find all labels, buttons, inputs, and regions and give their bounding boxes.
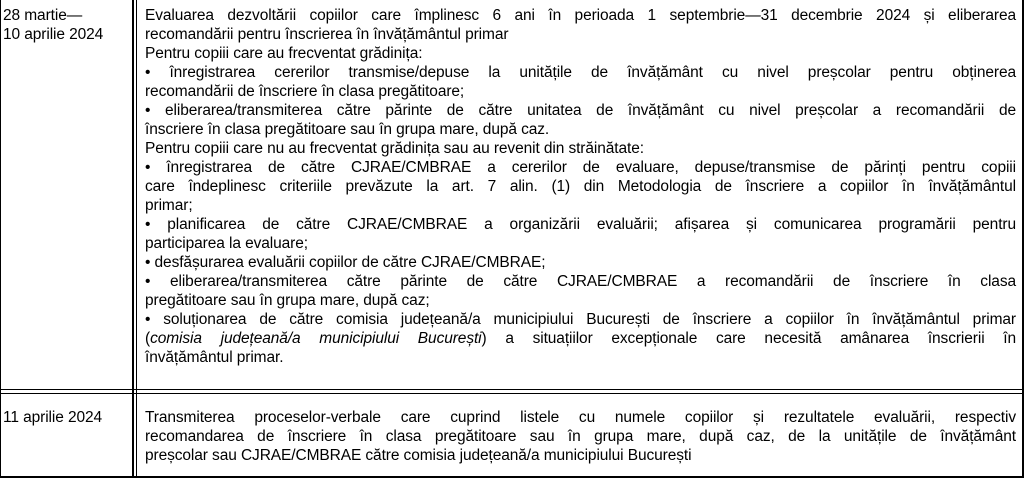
list-item: • înregistrarea de către CJRAE/CMBRAE a cererilor de evaluare, depuse/transmise de părinți pentru copiii xyxy=(145,159,1016,176)
text-line: Transmiterea proceselor-verbale care cuprind listele cu numele copiilor și rezultatele evaluării, respectiv xyxy=(145,409,1016,426)
column-divider xyxy=(132,0,134,478)
list-item: • desfășurarea evaluării copiilor de către CJRAE/CMBRAE; xyxy=(145,254,546,271)
list-item: • planificarea de către CJRAE/CMBRAE a organizării evaluării; afișarea și comunicarea programării pentru xyxy=(145,216,1016,233)
list-item-cont: învățământul primar. xyxy=(145,349,284,366)
table-row-2-description xyxy=(145,408,1016,465)
list-item-cont: primar; xyxy=(145,197,193,214)
list-item: • eliberarea/transmiterea către părinte de către CJRAE/CMBRAE a recomandării de înscriere în clasa xyxy=(145,273,1016,290)
list-item-cont: recomandării de înscriere în clasa pregătitoare; xyxy=(145,83,465,100)
list-item-cont: înscriere în clasa pregătitoare sau în grupa mare, după caz. xyxy=(145,121,550,138)
list-item: • eliberarea/transmiterea către părinte de către unitatea de învățământ cu nivel preșcolar a recomandării de xyxy=(145,102,1016,119)
list-item-cont: participarea la evaluare; xyxy=(145,235,308,252)
row-divider xyxy=(0,389,1024,390)
text-line: preșcolar sau CJRAE/CMBRAE către comisia județeană/a municipiului București xyxy=(145,447,692,464)
date-line: 28 martie— xyxy=(3,7,83,24)
row-divider-inner xyxy=(0,393,1024,394)
list-item-cont: care îndeplinesc criteriile prevăzute la art. 7 alin. (1) din Metodologia de înscriere a copiilor în învățământul xyxy=(145,178,1016,195)
section-heading: Pentru copiii care nu au frecventat grădinița sau au revenit din străinătate: xyxy=(145,140,644,157)
date-line: 11 aprilie 2024 xyxy=(3,409,103,426)
text-rest: ) a situațiilor excepționale care necesită amânarea înscrierii în xyxy=(481,330,1016,347)
open-paren: ( xyxy=(145,330,151,347)
section-heading: Pentru copiii care au frecventat grădinița: xyxy=(145,45,423,62)
list-item: • înregistrarea cererilor transmise/depuse la unitățile de învățământ cu nivel preșcolar pentru obținerea xyxy=(145,64,1016,81)
column-divider-inner xyxy=(136,0,137,478)
list-item: • soluționarea de către comisia județeană/a municipiului București de înscriere a copiilor în învățământul primar xyxy=(145,311,1016,328)
list-item-cont: pregătitoare sau în grupa mare, după caz; xyxy=(145,292,430,309)
text-line: recomandarea de înscriere în clasa pregătitoare sau în grupa mare, după caz, de la unitățile de învățământ xyxy=(145,428,1016,445)
list-item-cont xyxy=(145,329,1016,348)
text-line: recomandării pentru înscrierea în învățământul primar xyxy=(145,26,509,43)
table-border-left xyxy=(0,0,1,478)
table-row-1-description xyxy=(145,6,1016,367)
table-row-2-date xyxy=(3,408,129,427)
table-row-1-date xyxy=(3,6,129,44)
date-line: 10 aprilie 2024 xyxy=(3,26,104,43)
italic-text: comisia județeană/a municipiului București xyxy=(150,330,482,347)
text-line: Evaluarea dezvoltării copiilor care împlinesc 6 ani în perioada 1 septembrie—31 decembrie 2024 și eliberarea xyxy=(145,7,1016,24)
